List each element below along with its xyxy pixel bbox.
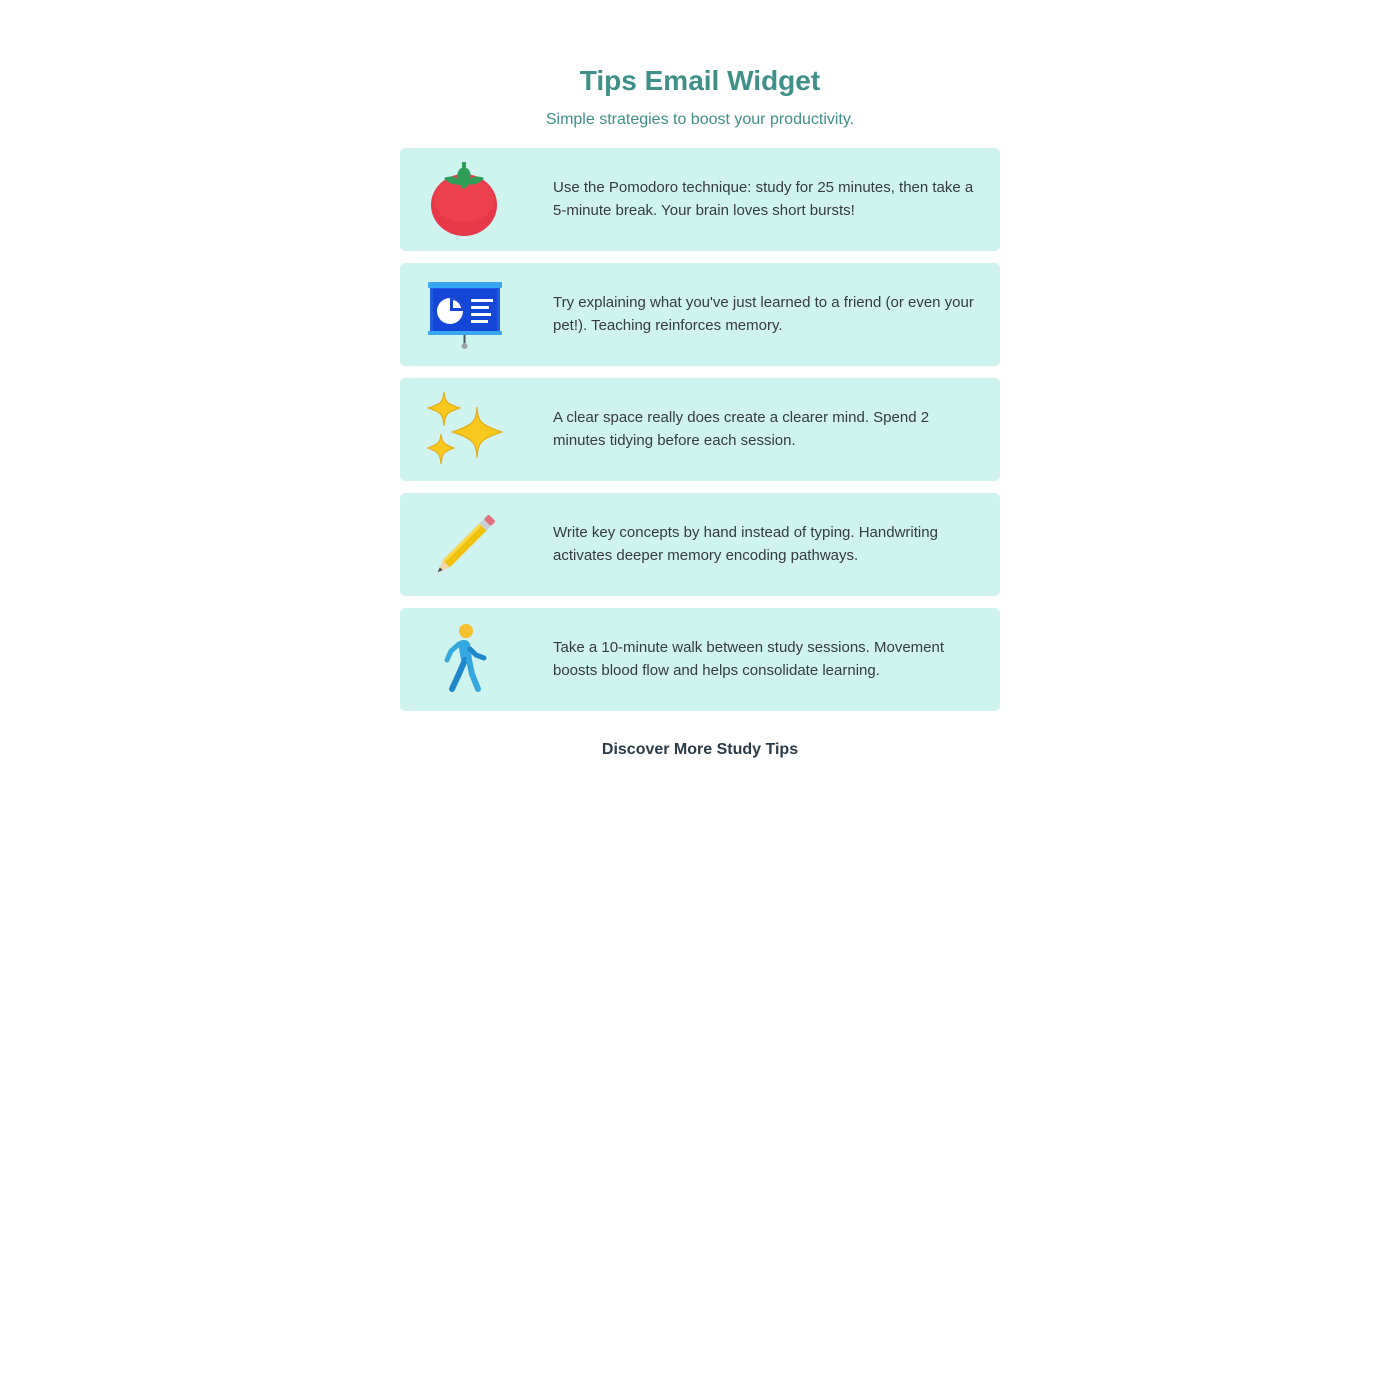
discover-more-link[interactable]: Discover More Study Tips bbox=[601, 741, 799, 758]
tip-text: Take a 10-minute walk between study sessions. Movement boosts blood flow and helps consolidate learning. bbox=[553, 639, 945, 679]
tip-card-explain bbox=[400, 263, 1000, 366]
tip-text: Use the Pomodoro technique: study for 25 minutes, then take a 5-minute break. Your brain loves short bursts! bbox=[553, 179, 974, 219]
sparkles-icon bbox=[424, 392, 504, 467]
tip-card-handwriting bbox=[400, 493, 1000, 596]
tomato-icon bbox=[424, 162, 504, 237]
page-subtitle: Simple strategies to boost your productivity. bbox=[545, 111, 855, 128]
presentation-icon bbox=[424, 277, 504, 352]
tip-text: A clear space really does create a clearer mind. Spend 2 minutes tidying before each session. bbox=[553, 409, 930, 449]
tip-card-walk bbox=[400, 608, 1000, 711]
tip-text: Write key concepts by hand instead of typing. Handwriting activates deeper memory encoding pathways. bbox=[553, 524, 938, 564]
tip-card-tidy bbox=[400, 378, 1000, 481]
pencil-icon bbox=[424, 507, 504, 582]
tip-text: Try explaining what you've just learned to a friend (or even your pet!). Teaching reinforces memory. bbox=[553, 294, 974, 334]
walking-person-icon bbox=[424, 622, 504, 697]
tip-card-pomodoro bbox=[400, 148, 1000, 251]
page-title: Tips Email Widget bbox=[579, 65, 821, 96]
